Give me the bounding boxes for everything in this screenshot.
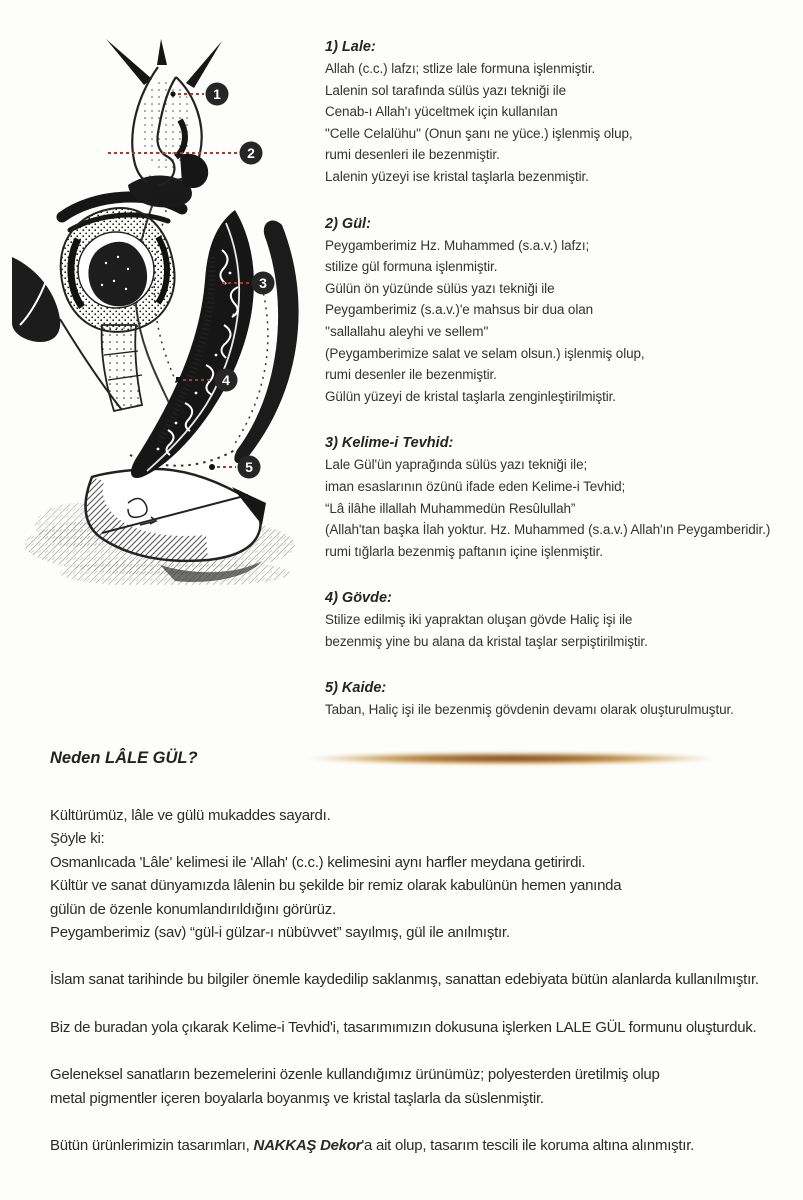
section-line: iman esaslarının özünü ifade eden Kelime-i Tevhid; (325, 478, 626, 494)
section-kaide (325, 677, 803, 721)
paragraph-line: metal pigmentler içeren boyalarla boyanmış ve kristal taşlarla da süslenmiştir. (50, 1089, 544, 1107)
copyright-line (50, 1134, 798, 1157)
section-line: Lalenin sol tarafında sülüs yazı tekniği ile (325, 82, 566, 98)
paragraph-line: Peygamberimiz (sav) “gül-i gülzar-ı nübüvvet” sayılmış, gül ile anılmıştır. (50, 924, 510, 942)
paragraph-copyright (50, 1134, 798, 1157)
section-line: "Celle Celalühu" (Onun şanı ne yüce.) işlenmiş olup, (325, 125, 633, 141)
section-line: Peygamberimiz (s.a.v.)'e mahsus bir dua olan (325, 302, 594, 318)
paragraph-design-origin (50, 1016, 798, 1039)
paragraph-culture (50, 804, 798, 944)
callout-number-1: 1 (213, 86, 221, 102)
section-line: Allah (c.c.) lafzı; stlize lale formuna işlenmiştir. (325, 61, 596, 76)
section-line: rumi desenleri ile bezenmiştir. (325, 147, 500, 163)
section-line: “Lâ ilâhe illallah Muhammedün Resûlullah” (325, 500, 576, 516)
section-line: Stilize edilmiş iki yapraktan oluşan gövde Haliç işi ile (325, 612, 633, 628)
lale-gul-illustration (10, 25, 330, 585)
section-line: (Allah'tan başka İlah yoktur. Hz. Muhammed (s.a.v.) Allah'ın Peygamberidir.) (325, 522, 771, 538)
copyright-suffix: 'a ait olup, tasarım tescili ile koruma altına alınmıştır. (361, 1137, 695, 1155)
section-line: Taban, Haliç işi ile bezenmiş gövdenin devamı olarak oluşturulmuştur. (325, 702, 734, 718)
paragraph-islamic-art (50, 968, 798, 991)
brush-stroke-divider (306, 752, 716, 765)
copyright-prefix: Bütün ürünlerimizin tasarımları, (50, 1137, 254, 1155)
section-line: Lalenin yüzeyi ise kristal taşlarla bezenmiştir. (325, 168, 589, 184)
section-line: Peygamberimiz Hz. Muhammed (s.a.v.) lafzı; (325, 237, 590, 253)
paragraph-line: gülün de özenle konumlandırıldığını görürüz. (50, 900, 336, 918)
brand-name: NAKKAŞ Dekor (253, 1137, 362, 1155)
paragraph-materials (50, 1063, 798, 1110)
section-govde (325, 587, 803, 652)
section-line: rumi tığlarla bezenmiş paftanın içine işlenmiştir. (325, 543, 603, 559)
paragraph-line: Kültürümüz, lâle ve gülü mukaddes sayardı. (50, 807, 331, 824)
paragraph-line: Biz de buradan yola çıkarak Kelime-i Tevhid'i, tasarımımızın dokusuna işlerken LALE GÜL formunu oluşturduk. (50, 1018, 757, 1036)
section-line: Lale Gül'ün yaprağında sülüs yazı tekniği ile; (325, 457, 588, 473)
body-paragraphs (50, 804, 798, 1181)
paragraph-line: Geleneksel sanatların bezemelerini özenle kullandığımız ürünümüz; polyesterden üretilmiş olup (50, 1066, 660, 1084)
paragraph-line: İslam sanat tarihinde bu bilgiler önemle kaydedilip saklanmış, sanattan edebiyata bütün alanlarda kullanılmıştır. (50, 971, 759, 989)
section-title: 3) Kelime-i Tevhid: (325, 435, 454, 452)
section-title: 5) Kaide: (325, 680, 387, 697)
section-gul (325, 213, 803, 408)
why-lale-gul-heading: Neden LÂLE GÜL? (50, 749, 198, 767)
section-title: 4) Gövde: (325, 590, 392, 607)
callout-number-2: 2 (247, 145, 255, 161)
paragraph-line: Osmanlıcada 'Lâle' kelimesi ile 'Allah' (c.c.) kelimesini aynı harfler meydana getirirdi. (50, 853, 586, 871)
callout-number-5: 5 (245, 459, 253, 475)
paragraph-line: Kültür ve sanat dünyamızda lâlenin bu şekilde bir remiz olarak kabulünün hemen yanında (50, 877, 622, 895)
section-lale (325, 36, 803, 188)
callout-number-4: 4 (222, 372, 230, 388)
section-line: Gülün yüzeyi de kristal taşlarla zenginleştirilmiştir. (325, 388, 616, 404)
paragraph-line: Şöyle ki: (50, 830, 105, 848)
callout-number-3: 3 (259, 275, 267, 291)
section-line: rumi desenler ile bezenmiştir. (325, 367, 497, 383)
section-line: ''sallallahu aleyhi ve sellem'' (325, 323, 489, 339)
section-line: Gülün ön yüzünde sülüs yazı tekniği ile (325, 280, 555, 296)
section-title: 1) Lale: (325, 39, 376, 55)
description-sections (325, 36, 803, 746)
section-kelime-i-tevhid (325, 432, 803, 562)
section-line: bezenmiş yine bu alana da kristal taşlar serpiştirilmiştir. (325, 633, 648, 649)
section-line: stilize gül formuna işlenmiştir. (325, 259, 498, 275)
section-line: Cenab-ı Allah'ı yüceltmek için kullanılan (325, 104, 558, 120)
section-line: (Peygamberimize salat ve selam olsun.) işlenmiş olup, (325, 345, 645, 361)
section-title: 2) Gül: (325, 215, 371, 232)
